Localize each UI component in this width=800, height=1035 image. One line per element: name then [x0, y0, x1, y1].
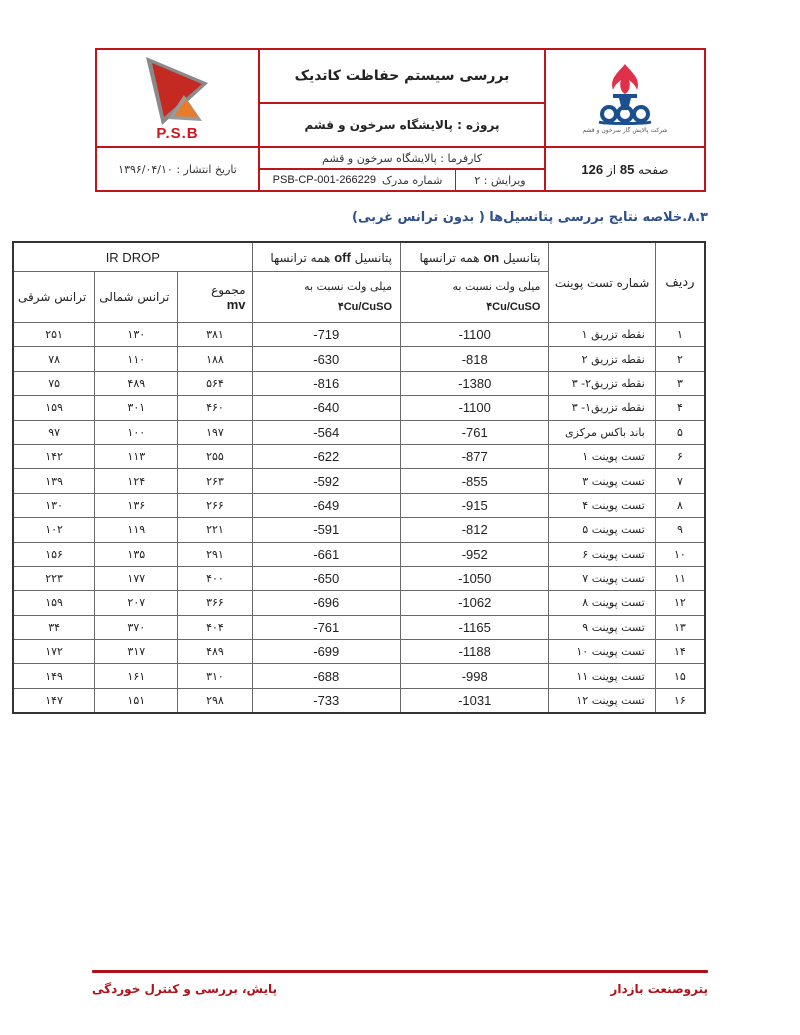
row-on-potential: -1031	[401, 688, 549, 713]
row-on-potential: -1050	[401, 566, 549, 590]
row-test-point: تست پوینت ۴	[549, 493, 655, 517]
table-row	[13, 518, 705, 542]
row-ir-sum: ۲۵۵	[178, 444, 252, 468]
table-row	[13, 566, 705, 590]
page-current: 85	[619, 161, 635, 177]
row-ir-sum: ۲۹۱	[178, 542, 252, 566]
row-off-potential: -816	[252, 371, 400, 395]
row-off-potential: -591	[252, 518, 400, 542]
col-header-ir-drop: IR DROP	[13, 242, 252, 272]
row-off-potential: -696	[252, 591, 400, 615]
unit-text: میلی ولت نسبت به	[452, 280, 541, 293]
table-row	[13, 688, 705, 713]
table-row	[13, 347, 705, 371]
doc-number-label: شماره مدرک	[382, 173, 443, 187]
row-on-potential: -998	[401, 664, 549, 688]
row-ir-east: ۱۵۹	[13, 591, 95, 615]
unit-ref: ۴Cu/CuSO	[337, 301, 392, 313]
row-ir-sum: ۱۹۷	[178, 420, 252, 444]
project-name: پروژه : پالایشگاه سرخون و قشم	[304, 118, 500, 132]
col-header-sum	[178, 272, 252, 323]
row-ir-north: ۲۰۷	[95, 591, 178, 615]
company-logo-caption: شرکت پالایش گاز سرخون و قشم	[582, 127, 668, 134]
footer-divider	[92, 970, 708, 973]
row-test-point: تست پوینت ۱۱	[549, 664, 655, 688]
on-unit-header	[401, 272, 549, 323]
col-header-north-trans: ترانس شمالی	[95, 272, 178, 323]
page-number-cell	[546, 148, 704, 190]
row-test-point: تست پوینت ۹	[549, 615, 655, 639]
row-ir-sum: ۱۸۸	[178, 347, 252, 371]
row-ir-east: ۱۳۹	[13, 469, 95, 493]
document-header	[95, 48, 706, 192]
table-row	[13, 396, 705, 420]
row-index: ۸	[655, 493, 705, 517]
row-test-point: تست پوینت ۱۲	[549, 688, 655, 713]
row-on-potential: -1188	[401, 640, 549, 664]
row-index: ۱۴	[655, 640, 705, 664]
row-ir-north: ۳۰۱	[95, 396, 178, 420]
row-ir-east: ۱۴۹	[13, 664, 95, 688]
table-row	[13, 371, 705, 395]
potential-results-table	[12, 241, 706, 714]
section-title: ۸.۳.خلاصه نتایج بررسی پتانسیل‌ها ( بدون ترانس غربی)	[352, 210, 708, 225]
row-test-point: نقطه تزریق۲- ۳	[549, 371, 655, 395]
col-header-index: ردیف	[655, 242, 705, 323]
col-header-off-potential	[252, 242, 400, 272]
row-ir-east: ۱۷۲	[13, 640, 95, 664]
row-ir-north: ۱۷۷	[95, 566, 178, 590]
row-index: ۱	[655, 323, 705, 347]
row-ir-sum: ۴۶۰	[178, 396, 252, 420]
row-index: ۳	[655, 371, 705, 395]
row-on-potential: -915	[401, 493, 549, 517]
row-test-point: نقطه تزریق۱- ۳	[549, 396, 655, 420]
row-test-point: تست پوینت ۶	[549, 542, 655, 566]
row-on-potential: -1100	[401, 396, 549, 420]
row-on-potential: -818	[401, 347, 549, 371]
row-test-point: تست پوینت ۵	[549, 518, 655, 542]
footer-company: پتروصنعت بازدار	[610, 982, 708, 996]
row-index: ۷	[655, 469, 705, 493]
document-title-cell	[260, 50, 544, 102]
row-off-potential: -622	[252, 444, 400, 468]
row-index: ۶	[655, 444, 705, 468]
col-header-test-point: شماره تست پوینت	[549, 242, 655, 323]
row-ir-north: ۱۲۴	[95, 469, 178, 493]
row-ir-east: ۱۴۷	[13, 688, 95, 713]
row-index: ۱۶	[655, 688, 705, 713]
row-off-potential: -688	[252, 664, 400, 688]
row-ir-sum: ۴۰۴	[178, 615, 252, 639]
row-on-potential: -812	[401, 518, 549, 542]
on-keyword: on	[483, 249, 500, 265]
row-index: ۲	[655, 347, 705, 371]
unit-ref: ۴Cu/CuSO	[486, 301, 541, 313]
table-row	[13, 591, 705, 615]
table-row	[13, 664, 705, 688]
on-prefix: پتانسیل	[503, 250, 541, 265]
company-logo	[546, 50, 704, 146]
table-row	[13, 493, 705, 517]
row-index: ۹	[655, 518, 705, 542]
row-on-potential: -1100	[401, 323, 549, 347]
row-off-potential: -630	[252, 347, 400, 371]
footer-tagline: پایش، بررسی و کنترل خوردگی	[92, 982, 278, 996]
row-on-potential: -855	[401, 469, 549, 493]
page-number	[581, 162, 668, 177]
row-ir-north: ۳۱۷	[95, 640, 178, 664]
row-index: ۱۰	[655, 542, 705, 566]
row-on-potential: -952	[401, 542, 549, 566]
on-suffix: همه ترانسها	[419, 250, 480, 265]
row-ir-east: ۱۴۲	[13, 444, 95, 468]
row-on-potential: -761	[401, 420, 549, 444]
sum-label: مجموع	[211, 282, 246, 297]
document-title: بررسی سیستم حفاظت کاتدیک	[294, 68, 510, 84]
employer-cell	[260, 148, 544, 168]
row-off-potential: -661	[252, 542, 400, 566]
row-test-point: تست پوینت ۳	[549, 469, 655, 493]
row-off-potential: -649	[252, 493, 400, 517]
row-ir-sum: ۳۶۶	[178, 591, 252, 615]
row-index: ۱۱	[655, 566, 705, 590]
row-ir-sum: ۲۲۱	[178, 518, 252, 542]
row-ir-sum: ۴۰۰	[178, 566, 252, 590]
row-test-point: تست پوینت ۱	[549, 444, 655, 468]
page-of: از	[606, 162, 617, 177]
revision: ویرایش : ۲	[474, 173, 526, 187]
row-test-point: تست پوینت ۷	[549, 566, 655, 590]
row-ir-east: ۳۴	[13, 615, 95, 639]
doc-number: 266229-PSB-CP-001	[272, 174, 377, 186]
off-keyword: off	[334, 249, 351, 265]
row-index: ۱۳	[655, 615, 705, 639]
table-row	[13, 469, 705, 493]
row-off-potential: -719	[252, 323, 400, 347]
row-ir-north: ۱۱۹	[95, 518, 178, 542]
row-ir-east: ۷۸	[13, 347, 95, 371]
row-ir-north: ۱۳۵	[95, 542, 178, 566]
row-off-potential: -592	[252, 469, 400, 493]
row-on-potential: -1062	[401, 591, 549, 615]
row-test-point: نقطه تزریق ۱	[549, 323, 655, 347]
row-ir-east: ۱۳۰	[13, 493, 95, 517]
project-cell	[260, 104, 544, 146]
col-header-east-trans: ترانس شرقی	[13, 272, 95, 323]
row-ir-north: ۳۷۰	[95, 615, 178, 639]
row-ir-sum: ۵۶۴	[178, 371, 252, 395]
table-row	[13, 323, 705, 347]
page-total: 126	[581, 161, 604, 177]
row-off-potential: -650	[252, 566, 400, 590]
flame-logo-icon	[595, 62, 655, 126]
row-ir-east: ۱۰۲	[13, 518, 95, 542]
row-ir-east: ۱۵۶	[13, 542, 95, 566]
employer: کارفرما : پالایشگاه سرخون و قشم	[322, 151, 482, 165]
row-ir-north: ۱۳۰	[95, 323, 178, 347]
row-ir-east: ۱۵۹	[13, 396, 95, 420]
row-test-point: نقطه تزریق ۲	[549, 347, 655, 371]
row-ir-east: ۲۲۳	[13, 566, 95, 590]
row-test-point: تست پوینت ۸	[549, 591, 655, 615]
row-off-potential: -761	[252, 615, 400, 639]
table-row	[13, 420, 705, 444]
row-ir-east: ۹۷	[13, 420, 95, 444]
row-ir-north: ۴۸۹	[95, 371, 178, 395]
table-row	[13, 542, 705, 566]
page-prefix: صفحه	[638, 162, 669, 177]
row-ir-east: ۷۵	[13, 371, 95, 395]
publish-date: تاریخ انتشار : ۱۳۹۶/۰۴/۱۰	[118, 162, 237, 176]
row-off-potential: -640	[252, 396, 400, 420]
doc-number-cell	[260, 170, 455, 190]
row-off-potential: -564	[252, 420, 400, 444]
row-ir-east: ۲۵۱	[13, 323, 95, 347]
off-unit-header	[252, 272, 400, 323]
row-ir-north: ۱۵۱	[95, 688, 178, 713]
off-suffix: همه ترانسها	[270, 250, 331, 265]
revision-cell	[456, 170, 544, 190]
row-on-potential: -1380	[401, 371, 549, 395]
row-ir-north: ۱۱۳	[95, 444, 178, 468]
row-ir-north: ۱۶۱	[95, 664, 178, 688]
row-off-potential: -733	[252, 688, 400, 713]
row-index: ۱۲	[655, 591, 705, 615]
unit-text: میلی ولت نسبت به	[304, 280, 392, 293]
row-ir-sum: ۲۶۳	[178, 469, 252, 493]
psb-logo-text: P.S.B	[156, 124, 199, 142]
sum-unit: mv	[226, 296, 246, 312]
table-row	[13, 615, 705, 639]
psb-logo	[97, 50, 258, 146]
row-ir-sum: ۴۸۹	[178, 640, 252, 664]
row-test-point: تست پوینت ۱۰	[549, 640, 655, 664]
col-header-on-potential	[401, 242, 549, 272]
table-row	[13, 444, 705, 468]
row-index: ۵	[655, 420, 705, 444]
row-index: ۱۵	[655, 664, 705, 688]
row-test-point: باند باکس مرکزی	[549, 420, 655, 444]
row-on-potential: -1165	[401, 615, 549, 639]
row-off-potential: -699	[252, 640, 400, 664]
table-row	[13, 640, 705, 664]
row-ir-sum: ۳۱۰	[178, 664, 252, 688]
publish-date-cell	[97, 148, 258, 190]
row-ir-sum: ۲۹۸	[178, 688, 252, 713]
psb-logo-icon	[138, 55, 218, 127]
row-ir-sum: ۲۶۶	[178, 493, 252, 517]
off-prefix: پتانسیل	[354, 250, 392, 265]
row-ir-north: ۱۰۰	[95, 420, 178, 444]
row-index: ۴	[655, 396, 705, 420]
row-ir-north: ۱۱۰	[95, 347, 178, 371]
row-ir-sum: ۳۸۱	[178, 323, 252, 347]
row-on-potential: -877	[401, 444, 549, 468]
row-ir-north: ۱۳۶	[95, 493, 178, 517]
